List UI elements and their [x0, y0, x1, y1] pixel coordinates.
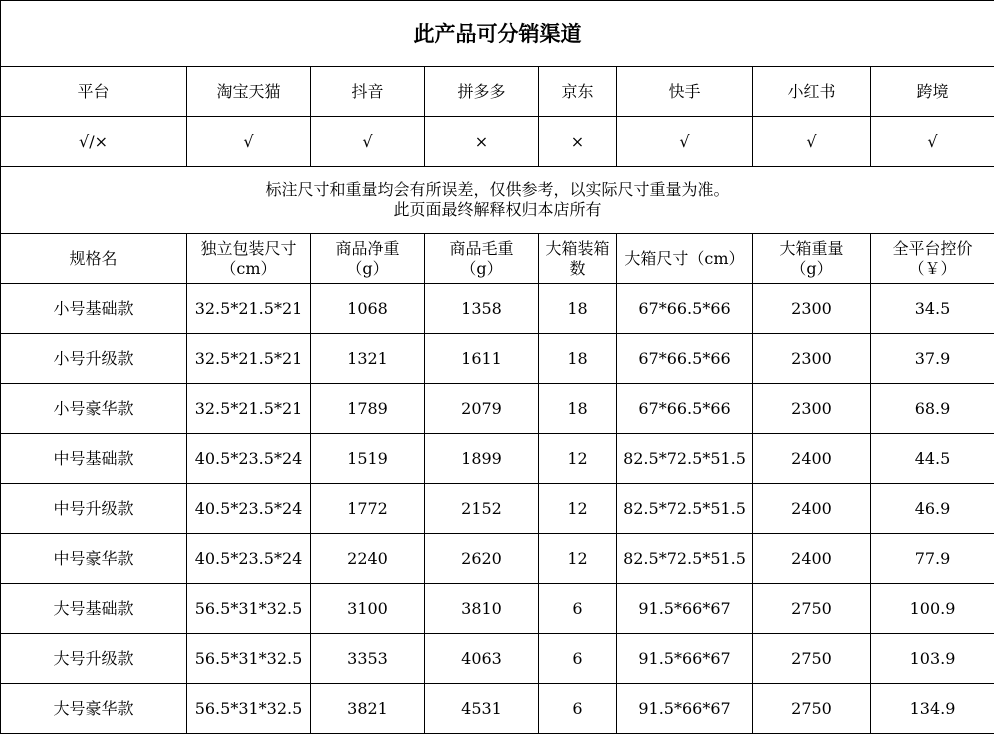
table-row — [1, 334, 994, 384]
cell-box-qty: 6 — [539, 684, 617, 734]
cell-box-size: 91.5*66*67 — [617, 584, 753, 634]
cell-spec-name: 小号基础款 — [1, 284, 187, 334]
spec-header-row — [1, 234, 994, 284]
cell-box-weight: 2300 — [753, 334, 871, 384]
cell-box-qty: 18 — [539, 384, 617, 434]
cell-box-qty: 6 — [539, 634, 617, 684]
mark-douyin: √ — [311, 117, 425, 167]
table-row — [1, 584, 994, 634]
cell-pkg-size: 40.5*23.5*24 — [187, 534, 311, 584]
mark-jd: × — [539, 117, 617, 167]
cell-box-qty: 6 — [539, 584, 617, 634]
cell-box-size: 67*66.5*66 — [617, 284, 753, 334]
cell-box-weight: 2400 — [753, 534, 871, 584]
platform-label: 平台 — [1, 67, 187, 117]
channel-mark-row — [1, 117, 994, 167]
cell-gross-weight: 2079 — [425, 384, 539, 434]
cell-net-weight: 1789 — [311, 384, 425, 434]
mark-crossborder: √ — [871, 117, 994, 167]
cell-price: 68.9 — [871, 384, 994, 434]
channel-xiaohongshu: 小红书 — [753, 67, 871, 117]
cell-pkg-size: 32.5*21.5*21 — [187, 334, 311, 384]
cell-net-weight: 1519 — [311, 434, 425, 484]
table-row — [1, 284, 994, 334]
cell-box-weight: 2300 — [753, 284, 871, 334]
cell-price: 37.9 — [871, 334, 994, 384]
mark-legend: √/× — [1, 117, 187, 167]
header-price: 全平台控价 （￥） — [871, 234, 994, 284]
cell-box-qty: 18 — [539, 284, 617, 334]
cell-box-size: 91.5*66*67 — [617, 684, 753, 734]
cell-box-weight: 2750 — [753, 684, 871, 734]
cell-net-weight: 3353 — [311, 634, 425, 684]
cell-box-qty: 12 — [539, 534, 617, 584]
table-row — [1, 684, 994, 734]
table-row — [1, 634, 994, 684]
cell-pkg-size: 56.5*31*32.5 — [187, 634, 311, 684]
cell-price: 46.9 — [871, 484, 994, 534]
cell-price: 77.9 — [871, 534, 994, 584]
cell-pkg-size: 40.5*23.5*24 — [187, 484, 311, 534]
cell-spec-name: 大号基础款 — [1, 584, 187, 634]
table-row — [1, 534, 994, 584]
header-box-size: 大箱尺寸（cm） — [617, 234, 753, 284]
cell-spec-name: 小号升级款 — [1, 334, 187, 384]
cell-gross-weight: 3810 — [425, 584, 539, 634]
notice-line-2: 此页面最终解释权归本店所有 — [1, 200, 994, 220]
page-title: 此产品可分销渠道 — [1, 1, 994, 67]
cell-box-size: 67*66.5*66 — [617, 384, 753, 434]
cell-net-weight: 1772 — [311, 484, 425, 534]
cell-pkg-size: 32.5*21.5*21 — [187, 284, 311, 334]
table-row — [1, 434, 994, 484]
cell-spec-name: 中号豪华款 — [1, 534, 187, 584]
cell-price: 134.9 — [871, 684, 994, 734]
cell-gross-weight: 4063 — [425, 634, 539, 684]
header-box-qty: 大箱装箱 数 — [539, 234, 617, 284]
notice-line-1: 标注尺寸和重量均会有所误差，仅供参考，以实际尺寸重量为准。 — [1, 180, 994, 200]
channel-taobao: 淘宝天猫 — [187, 67, 311, 117]
cell-pkg-size: 40.5*23.5*24 — [187, 434, 311, 484]
header-gross-weight: 商品毛重 （g） — [425, 234, 539, 284]
notice — [1, 167, 994, 234]
cell-price: 44.5 — [871, 434, 994, 484]
cell-box-size: 82.5*72.5*51.5 — [617, 484, 753, 534]
cell-box-size: 82.5*72.5*51.5 — [617, 534, 753, 584]
cell-box-size: 91.5*66*67 — [617, 634, 753, 684]
table-row — [1, 384, 994, 434]
header-box-weight: 大箱重量 （g） — [753, 234, 871, 284]
cell-price: 103.9 — [871, 634, 994, 684]
cell-box-size: 82.5*72.5*51.5 — [617, 434, 753, 484]
channel-header-row — [1, 67, 994, 117]
channel-douyin: 抖音 — [311, 67, 425, 117]
cell-net-weight: 2240 — [311, 534, 425, 584]
cell-gross-weight: 1899 — [425, 434, 539, 484]
cell-gross-weight: 2152 — [425, 484, 539, 534]
cell-box-size: 67*66.5*66 — [617, 334, 753, 384]
cell-box-weight: 2400 — [753, 434, 871, 484]
header-spec-name: 规格名 — [1, 234, 187, 284]
mark-pinduoduo: × — [425, 117, 539, 167]
cell-box-qty: 12 — [539, 434, 617, 484]
mark-kuaishou: √ — [617, 117, 753, 167]
cell-box-weight: 2750 — [753, 584, 871, 634]
cell-box-qty: 12 — [539, 484, 617, 534]
cell-box-weight: 2750 — [753, 634, 871, 684]
cell-box-qty: 18 — [539, 334, 617, 384]
cell-spec-name: 中号基础款 — [1, 434, 187, 484]
cell-pkg-size: 56.5*31*32.5 — [187, 684, 311, 734]
cell-gross-weight: 1611 — [425, 334, 539, 384]
cell-net-weight: 1068 — [311, 284, 425, 334]
header-net-weight: 商品净重 （g） — [311, 234, 425, 284]
cell-box-weight: 2300 — [753, 384, 871, 434]
cell-gross-weight: 1358 — [425, 284, 539, 334]
mark-xiaohongshu: √ — [753, 117, 871, 167]
cell-spec-name: 小号豪华款 — [1, 384, 187, 434]
cell-gross-weight: 2620 — [425, 534, 539, 584]
header-pkg-size: 独立包装尺寸 （cm） — [187, 234, 311, 284]
cell-spec-name: 大号豪华款 — [1, 684, 187, 734]
table-row — [1, 484, 994, 534]
cell-pkg-size: 56.5*31*32.5 — [187, 584, 311, 634]
channel-crossborder: 跨境 — [871, 67, 994, 117]
cell-pkg-size: 32.5*21.5*21 — [187, 384, 311, 434]
channel-kuaishou: 快手 — [617, 67, 753, 117]
channel-pinduoduo: 拼多多 — [425, 67, 539, 117]
cell-spec-name: 大号升级款 — [1, 634, 187, 684]
cell-net-weight: 1321 — [311, 334, 425, 384]
cell-net-weight: 3100 — [311, 584, 425, 634]
cell-price: 34.5 — [871, 284, 994, 334]
cell-spec-name: 中号升级款 — [1, 484, 187, 534]
channel-jd: 京东 — [539, 67, 617, 117]
cell-gross-weight: 4531 — [425, 684, 539, 734]
mark-taobao: √ — [187, 117, 311, 167]
cell-net-weight: 3821 — [311, 684, 425, 734]
cell-box-weight: 2400 — [753, 484, 871, 534]
cell-price: 100.9 — [871, 584, 994, 634]
